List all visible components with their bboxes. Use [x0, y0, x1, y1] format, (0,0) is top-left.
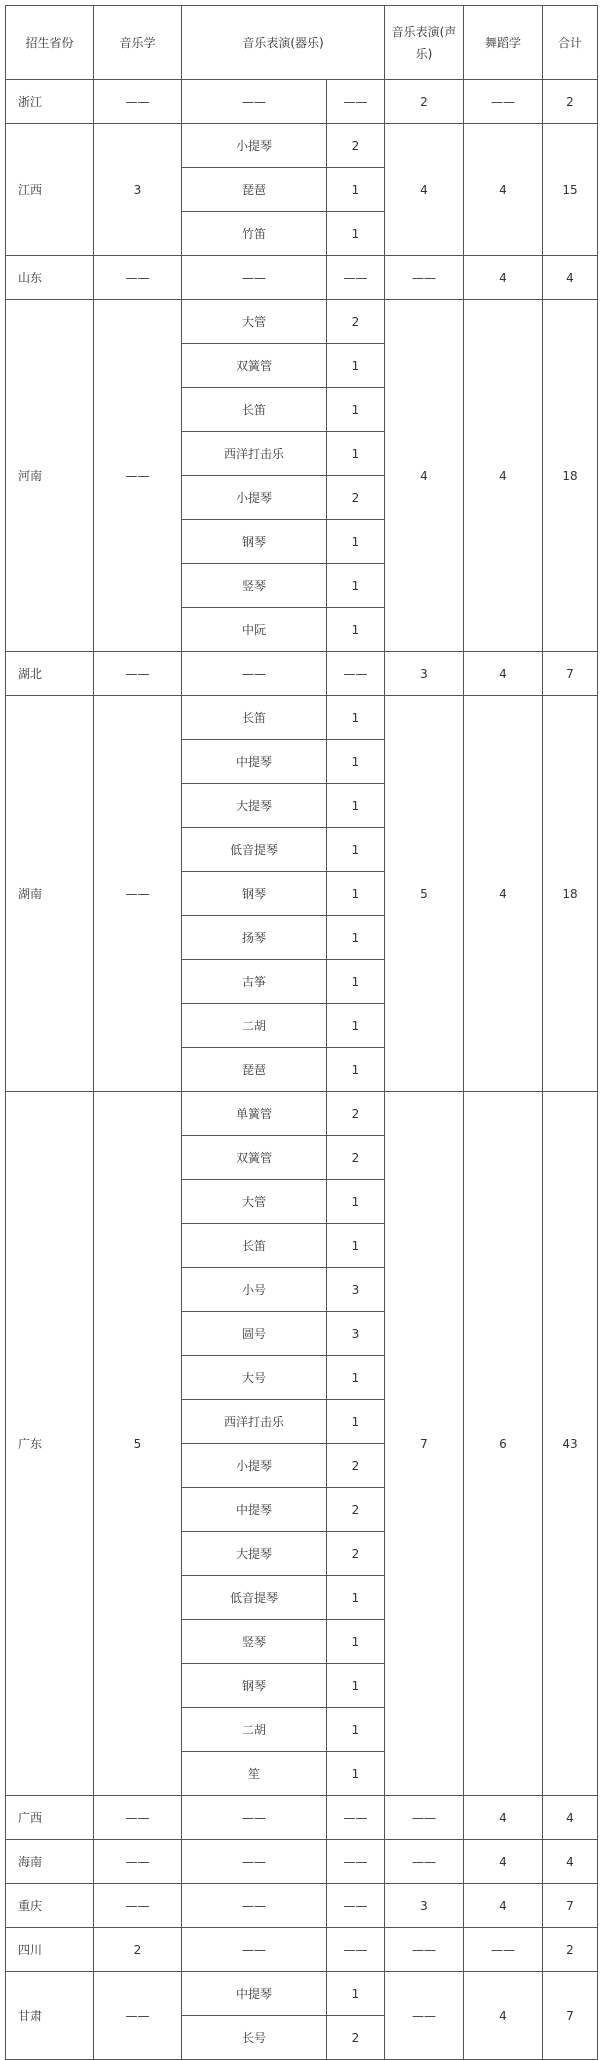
instrument-count-cell: 1: [327, 916, 385, 960]
instrument-name-cell: 钢琴: [182, 872, 327, 916]
instrument-count-cell: 1: [327, 1224, 385, 1268]
total-cell: 4: [543, 1796, 598, 1840]
instrument-count-cell: 3: [327, 1268, 385, 1312]
instrument-count-cell: 1: [327, 1356, 385, 1400]
table-row: [6, 80, 598, 124]
instrument-count-cell: 1: [327, 388, 385, 432]
instrument-count-cell: 1: [327, 784, 385, 828]
instrument-name-cell: 中阮: [182, 608, 327, 652]
instrument-count-cell: 2: [327, 1136, 385, 1180]
table-row: [6, 1884, 598, 1928]
musicology-cell: ——: [94, 696, 182, 1092]
instrument-count-cell: 1: [327, 168, 385, 212]
instrument-name-cell: ——: [182, 256, 327, 300]
header-musicology: 音乐学: [94, 6, 182, 80]
header-row: [6, 6, 598, 80]
musicology-cell: 3: [94, 124, 182, 256]
instrument-name-cell: 笙: [182, 1752, 327, 1796]
instrument-name-cell: 圆号: [182, 1312, 327, 1356]
instrument-name-cell: ——: [182, 1884, 327, 1928]
dance-cell: 4: [464, 300, 543, 652]
dance-cell: 4: [464, 652, 543, 696]
instrument-count-cell: 1: [327, 1180, 385, 1224]
instrument-name-cell: 大提琴: [182, 1532, 327, 1576]
table-row: [6, 1928, 598, 1972]
instrument-name-cell: ——: [182, 80, 327, 124]
musicology-cell: ——: [94, 300, 182, 652]
instrument-count-cell: ——: [327, 652, 385, 696]
instrument-name-cell: 中提琴: [182, 1972, 327, 2016]
instrument-count-cell: 1: [327, 564, 385, 608]
table-row: [6, 1840, 598, 1884]
musicology-cell: ——: [94, 1884, 182, 1928]
musicology-cell: ——: [94, 1972, 182, 2060]
province-cell: 甘肃: [6, 1972, 94, 2060]
instrument-count-cell: 1: [327, 432, 385, 476]
instrument-name-cell: 大号: [182, 1356, 327, 1400]
dance-cell: 4: [464, 124, 543, 256]
vocal-cell: 2: [385, 80, 464, 124]
instrument-count-cell: 1: [327, 1576, 385, 1620]
vocal-cell: ——: [385, 1796, 464, 1840]
instrument-name-cell: 二胡: [182, 1004, 327, 1048]
instrument-count-cell: ——: [327, 1884, 385, 1928]
instrument-count-cell: 1: [327, 960, 385, 1004]
table-row: [6, 300, 598, 344]
instrument-count-cell: 2: [327, 1444, 385, 1488]
musicology-cell: ——: [94, 256, 182, 300]
instrument-count-cell: 3: [327, 1312, 385, 1356]
instrument-count-cell: 1: [327, 1004, 385, 1048]
instrument-count-cell: 1: [327, 520, 385, 564]
instrument-count-cell: ——: [327, 1796, 385, 1840]
instrument-name-cell: 低音提琴: [182, 828, 327, 872]
instrument-name-cell: 大提琴: [182, 784, 327, 828]
instrument-count-cell: 1: [327, 872, 385, 916]
header-instrumental: 音乐表演(器乐): [182, 6, 385, 80]
province-cell: 湖南: [6, 696, 94, 1092]
instrument-name-cell: 西洋打击乐: [182, 432, 327, 476]
instrument-count-cell: 1: [327, 1664, 385, 1708]
musicology-cell: ——: [94, 1840, 182, 1884]
instrument-count-cell: 1: [327, 696, 385, 740]
instrument-count-cell: 1: [327, 828, 385, 872]
instrument-count-cell: 1: [327, 1048, 385, 1092]
instrument-count-cell: 1: [327, 1708, 385, 1752]
total-cell: 18: [543, 300, 598, 652]
vocal-cell: 4: [385, 300, 464, 652]
instrument-name-cell: 单簧管: [182, 1092, 327, 1136]
vocal-cell: ——: [385, 1928, 464, 1972]
instrument-name-cell: ——: [182, 1796, 327, 1840]
instrument-name-cell: 二胡: [182, 1708, 327, 1752]
instrument-name-cell: 长号: [182, 2016, 327, 2060]
musicology-cell: ——: [94, 1796, 182, 1840]
instrument-name-cell: 长笛: [182, 388, 327, 432]
instrument-count-cell: 1: [327, 740, 385, 784]
instrument-name-cell: 钢琴: [182, 1664, 327, 1708]
instrument-count-cell: 2: [327, 476, 385, 520]
instrument-count-cell: 2: [327, 300, 385, 344]
vocal-cell: ——: [385, 1972, 464, 2060]
instrument-count-cell: 2: [327, 1488, 385, 1532]
instrument-name-cell: 竹笛: [182, 212, 327, 256]
header-vocal: 音乐表演(声乐): [385, 6, 464, 80]
table-row: [6, 124, 598, 168]
instrument-count-cell: ——: [327, 1928, 385, 1972]
dance-cell: ——: [464, 1928, 543, 1972]
header-total: 合计: [543, 6, 598, 80]
province-cell: 广西: [6, 1796, 94, 1840]
instrument-name-cell: 小号: [182, 1268, 327, 1312]
table-row: [6, 652, 598, 696]
instrument-name-cell: 琵琶: [182, 1048, 327, 1092]
province-cell: 湖北: [6, 652, 94, 696]
instrument-count-cell: 1: [327, 1400, 385, 1444]
instrument-name-cell: 钢琴: [182, 520, 327, 564]
header-dance: 舞蹈学: [464, 6, 543, 80]
total-cell: 4: [543, 256, 598, 300]
table-row: [6, 1796, 598, 1840]
instrument-name-cell: 大管: [182, 1180, 327, 1224]
province-cell: 四川: [6, 1928, 94, 1972]
total-cell: 43: [543, 1092, 598, 1796]
total-cell: 2: [543, 80, 598, 124]
dance-cell: 4: [464, 696, 543, 1092]
instrument-name-cell: 竖琴: [182, 1620, 327, 1664]
instrument-count-cell: 2: [327, 1092, 385, 1136]
instrument-name-cell: ——: [182, 1928, 327, 1972]
table-row: [6, 1092, 598, 1136]
vocal-cell: 7: [385, 1092, 464, 1796]
vocal-cell: ——: [385, 1840, 464, 1884]
province-cell: 广东: [6, 1092, 94, 1796]
instrument-count-cell: ——: [327, 1840, 385, 1884]
instrument-name-cell: 琵琶: [182, 168, 327, 212]
instrument-count-cell: 2: [327, 2016, 385, 2060]
table-row: [6, 1972, 598, 2016]
total-cell: 7: [543, 652, 598, 696]
instrument-count-cell: 1: [327, 1752, 385, 1796]
header-province: 招生省份: [6, 6, 94, 80]
instrument-name-cell: 双簧管: [182, 344, 327, 388]
dance-cell: 4: [464, 256, 543, 300]
table-row: [6, 696, 598, 740]
enrollment-table: [5, 5, 598, 2060]
total-cell: 2: [543, 1928, 598, 1972]
table-row: [6, 256, 598, 300]
dance-cell: 4: [464, 1840, 543, 1884]
vocal-cell: 4: [385, 124, 464, 256]
vocal-cell: 3: [385, 652, 464, 696]
instrument-name-cell: 西洋打击乐: [182, 1400, 327, 1444]
instrument-name-cell: 竖琴: [182, 564, 327, 608]
province-cell: 海南: [6, 1840, 94, 1884]
total-cell: 15: [543, 124, 598, 256]
instrument-name-cell: ——: [182, 1840, 327, 1884]
instrument-name-cell: 中提琴: [182, 740, 327, 784]
instrument-count-cell: 1: [327, 1620, 385, 1664]
province-cell: 浙江: [6, 80, 94, 124]
instrument-count-cell: 1: [327, 344, 385, 388]
instrument-name-cell: 长笛: [182, 696, 327, 740]
instrument-name-cell: 小提琴: [182, 476, 327, 520]
instrument-name-cell: 低音提琴: [182, 1576, 327, 1620]
dance-cell: 4: [464, 1796, 543, 1840]
total-cell: 18: [543, 696, 598, 1092]
instrument-count-cell: 2: [327, 124, 385, 168]
instrument-name-cell: 长笛: [182, 1224, 327, 1268]
total-cell: 4: [543, 1840, 598, 1884]
vocal-cell: 3: [385, 1884, 464, 1928]
instrument-name-cell: 小提琴: [182, 124, 327, 168]
musicology-cell: ——: [94, 652, 182, 696]
province-cell: 江西: [6, 124, 94, 256]
table-body: [6, 6, 598, 2060]
instrument-count-cell: 1: [327, 212, 385, 256]
dance-cell: 6: [464, 1092, 543, 1796]
dance-cell: ——: [464, 80, 543, 124]
vocal-cell: ——: [385, 256, 464, 300]
instrument-count-cell: 2: [327, 1532, 385, 1576]
musicology-cell: 2: [94, 1928, 182, 1972]
province-cell: 河南: [6, 300, 94, 652]
instrument-name-cell: ——: [182, 652, 327, 696]
instrument-name-cell: 扬琴: [182, 916, 327, 960]
instrument-name-cell: 双簧管: [182, 1136, 327, 1180]
total-cell: 7: [543, 1884, 598, 1928]
province-cell: 重庆: [6, 1884, 94, 1928]
instrument-count-cell: 1: [327, 608, 385, 652]
instrument-name-cell: 中提琴: [182, 1488, 327, 1532]
musicology-cell: 5: [94, 1092, 182, 1796]
vocal-cell: 5: [385, 696, 464, 1092]
total-cell: 7: [543, 1972, 598, 2060]
dance-cell: 4: [464, 1972, 543, 2060]
instrument-name-cell: 小提琴: [182, 1444, 327, 1488]
dance-cell: 4: [464, 1884, 543, 1928]
instrument-count-cell: ——: [327, 256, 385, 300]
instrument-name-cell: 古筝: [182, 960, 327, 1004]
musicology-cell: ——: [94, 80, 182, 124]
province-cell: 山东: [6, 256, 94, 300]
instrument-name-cell: 大管: [182, 300, 327, 344]
instrument-count-cell: ——: [327, 80, 385, 124]
instrument-count-cell: 1: [327, 1972, 385, 2016]
